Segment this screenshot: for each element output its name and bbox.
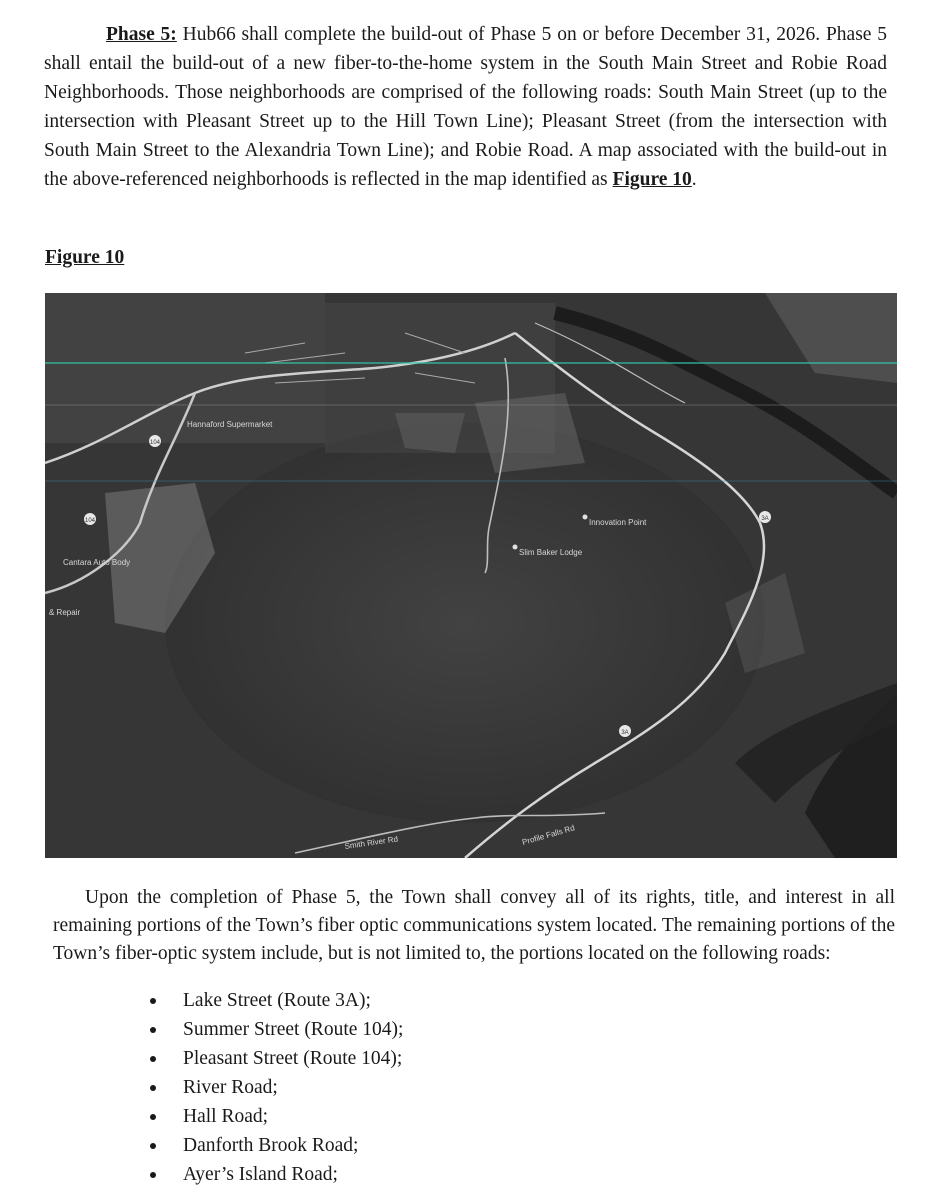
satellite-map xyxy=(45,293,897,858)
map-graphic xyxy=(45,293,897,858)
phase5-body: Hub66 shall complete the build-out of Phase 5 on or before December 31, 2026. Phase 5 shall entail the build-out of a new fiber-to-the-home system in the South Main Street and Robie Road Neighborhoods. Those neighborhoods are comprised of the following roads: South Main Street (up to the intersection with Pleasant Street up to the Hill Town Line); Pleasant Street (from the intersection with South Main Street to the Alexandria Town Line); and Robie Road. A map associated with the build-out in the above-referenced neighborhoods is reflected in the map identified as xyxy=(44,24,888,190)
bullet-icon xyxy=(150,998,156,1004)
route-3a-marker-south: 3A xyxy=(621,730,629,736)
smith-river-rd-label: Smith River Rd xyxy=(344,834,399,851)
slim-baker-lodge-label: Slim Baker Lodge xyxy=(519,548,583,557)
road-name: Summer Street (Route 104); xyxy=(183,1019,404,1040)
bullet-icon xyxy=(150,1027,156,1033)
list-item xyxy=(150,1102,403,1131)
innovation-point-label: Innovation Point xyxy=(589,518,647,527)
list-item xyxy=(150,1073,403,1102)
road-name: Pleasant Street (Route 104); xyxy=(183,1048,403,1069)
phase5-paragraph xyxy=(44,20,887,194)
phase5-heading: Phase 5: xyxy=(106,24,177,45)
bullet-icon xyxy=(150,1172,156,1178)
bullet-icon xyxy=(150,1085,156,1091)
list-item xyxy=(150,1131,403,1160)
road-name: Lake Street (Route 3A); xyxy=(183,990,371,1011)
road-name: Ayer’s Island Road; xyxy=(183,1164,338,1185)
bullet-icon xyxy=(150,1056,156,1062)
list-item xyxy=(150,1015,403,1044)
list-item xyxy=(150,1044,403,1073)
list-item xyxy=(150,986,403,1015)
completion-text: Upon the completion of Phase 5, the Town shall convey all of its rights, title, and interest in all remaining portions of the Town’s fiber optic communications system located. The remaining portions of the Town’s fiber-optic system include, but is not limited to, the portions located on the following roads: xyxy=(53,887,895,964)
route-104-marker: 104 xyxy=(149,440,161,446)
road-name: Danforth Brook Road; xyxy=(183,1135,359,1156)
repair-label: & Repair xyxy=(49,608,81,617)
phase5-end: . xyxy=(691,169,697,190)
bullet-icon xyxy=(150,1114,156,1120)
roads-list xyxy=(150,986,403,1189)
hannaford-label: Hannaford Supermarket xyxy=(187,420,273,429)
road-name: River Road; xyxy=(183,1077,278,1098)
figure-caption: Figure 10 xyxy=(45,247,125,268)
figure-reference: Figure 10 xyxy=(612,169,692,190)
bullet-icon xyxy=(150,1143,156,1149)
list-item xyxy=(150,1160,403,1189)
road-name: Hall Road; xyxy=(183,1106,269,1127)
completion-paragraph xyxy=(53,884,895,968)
profile-falls-rd-label: Profile Falls Rd xyxy=(521,823,576,847)
route-3a-marker: 3A xyxy=(761,516,769,522)
cantara-label: Cantara Auto Body xyxy=(63,558,131,567)
route-104-marker-west: 104 xyxy=(84,518,96,524)
